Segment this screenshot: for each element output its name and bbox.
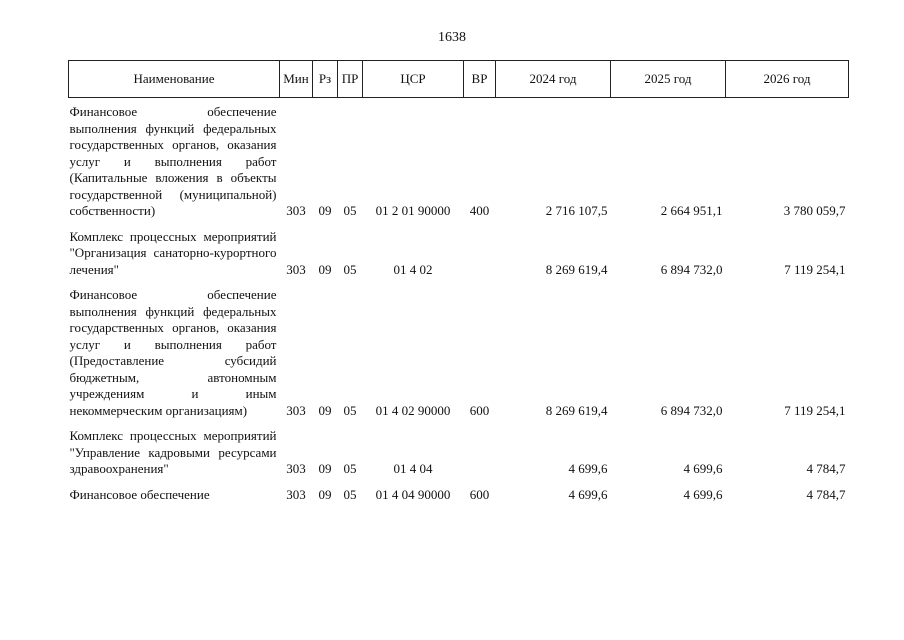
row-2025: 6 894 732,0: [660, 402, 723, 418]
row-vr: [464, 419, 496, 478]
row-2024: 8 269 619,4: [545, 261, 608, 277]
header-2024: 2024 год: [496, 61, 611, 98]
row-min: 303: [286, 402, 306, 418]
row-2024: 2 716 107,5: [545, 203, 608, 218]
row-pr: 05: [343, 402, 357, 418]
row-pr: 05: [343, 261, 357, 277]
row-2025: 4 699,6: [683, 486, 723, 502]
budget-table-container: [68, 60, 848, 503]
row-min: 303: [286, 486, 306, 502]
table-row: [69, 419, 849, 478]
row-csr: 01 2 01 90000: [375, 203, 451, 218]
row-2025: 2 664 951,1: [660, 203, 723, 218]
row-name: Финансовое обеспечение: [69, 486, 210, 502]
row-rz: 09: [318, 461, 332, 476]
table-row: [69, 98, 849, 220]
row-2024: 8 269 619,4: [545, 402, 608, 418]
row-2025: 4 699,6: [683, 461, 723, 476]
row-csr: 01 4 04 90000: [375, 486, 451, 502]
header-min: Мин: [280, 61, 313, 98]
row-rz: 09: [318, 203, 332, 218]
page-number: 1638: [438, 30, 466, 45]
row-name: Комплекс процессных мероприятий "Управление кадровыми ресурсами здравоохранения": [69, 428, 277, 476]
row-min: 303: [286, 203, 306, 218]
row-rz: 09: [318, 261, 332, 277]
header-name: Наименование: [69, 61, 280, 98]
header-vr: ВР: [464, 61, 496, 98]
row-2026: 4 784,7: [806, 486, 846, 502]
row-2026: 7 119 254,1: [784, 402, 846, 418]
row-vr: [464, 220, 496, 279]
row-2024: 4 699,6: [568, 486, 608, 502]
row-name: Финансовое обеспечение выполнения функций федеральных государственных органов, оказания услуг и выполнения работ (Капитальные вложения в объекты государственной (муниципальной) собственности): [69, 104, 277, 218]
header-csr: ЦСР: [363, 61, 464, 98]
row-csr: 01 4 04: [393, 461, 433, 476]
header-row: [69, 61, 849, 98]
row-2026: 7 119 254,1: [784, 261, 846, 277]
row-pr: 05: [343, 461, 357, 476]
row-2026: 3 780 059,7: [783, 203, 846, 218]
row-rz: 09: [318, 486, 332, 502]
row-min: 303: [286, 261, 306, 277]
budget-table: [68, 60, 849, 503]
row-pr: 05: [343, 486, 357, 502]
header-rz: Рз: [313, 61, 338, 98]
row-csr: 01 4 02: [393, 261, 433, 277]
row-2024: 4 699,6: [568, 461, 608, 476]
row-vr: 600: [469, 402, 490, 418]
row-vr: 600: [469, 486, 490, 502]
row-csr: 01 4 02 90000: [375, 402, 451, 418]
table-row: [69, 220, 849, 279]
header-2026: 2026 год: [726, 61, 849, 98]
table-row: [69, 478, 849, 504]
header-pr: ПР: [338, 61, 363, 98]
row-2025: 6 894 732,0: [660, 261, 723, 277]
table-body: [69, 98, 849, 504]
table-header: [69, 61, 849, 98]
row-name: Финансовое обеспечение выполнения функций федеральных государственных органов, оказания услуг и выполнения работ (Предоставление субсидий бюджетным, автономным учреждениям и иным некоммерческим организациям): [69, 287, 277, 418]
row-pr: 05: [343, 203, 357, 218]
row-name: Комплекс процессных мероприятий "Организация санаторно-курортного лечения": [69, 228, 277, 277]
row-2026: 4 784,7: [806, 461, 846, 476]
row-rz: 09: [318, 402, 332, 418]
row-vr: 400: [469, 203, 490, 218]
row-min: 303: [286, 461, 306, 476]
table-row: [69, 278, 849, 419]
header-2025: 2025 год: [611, 61, 726, 98]
